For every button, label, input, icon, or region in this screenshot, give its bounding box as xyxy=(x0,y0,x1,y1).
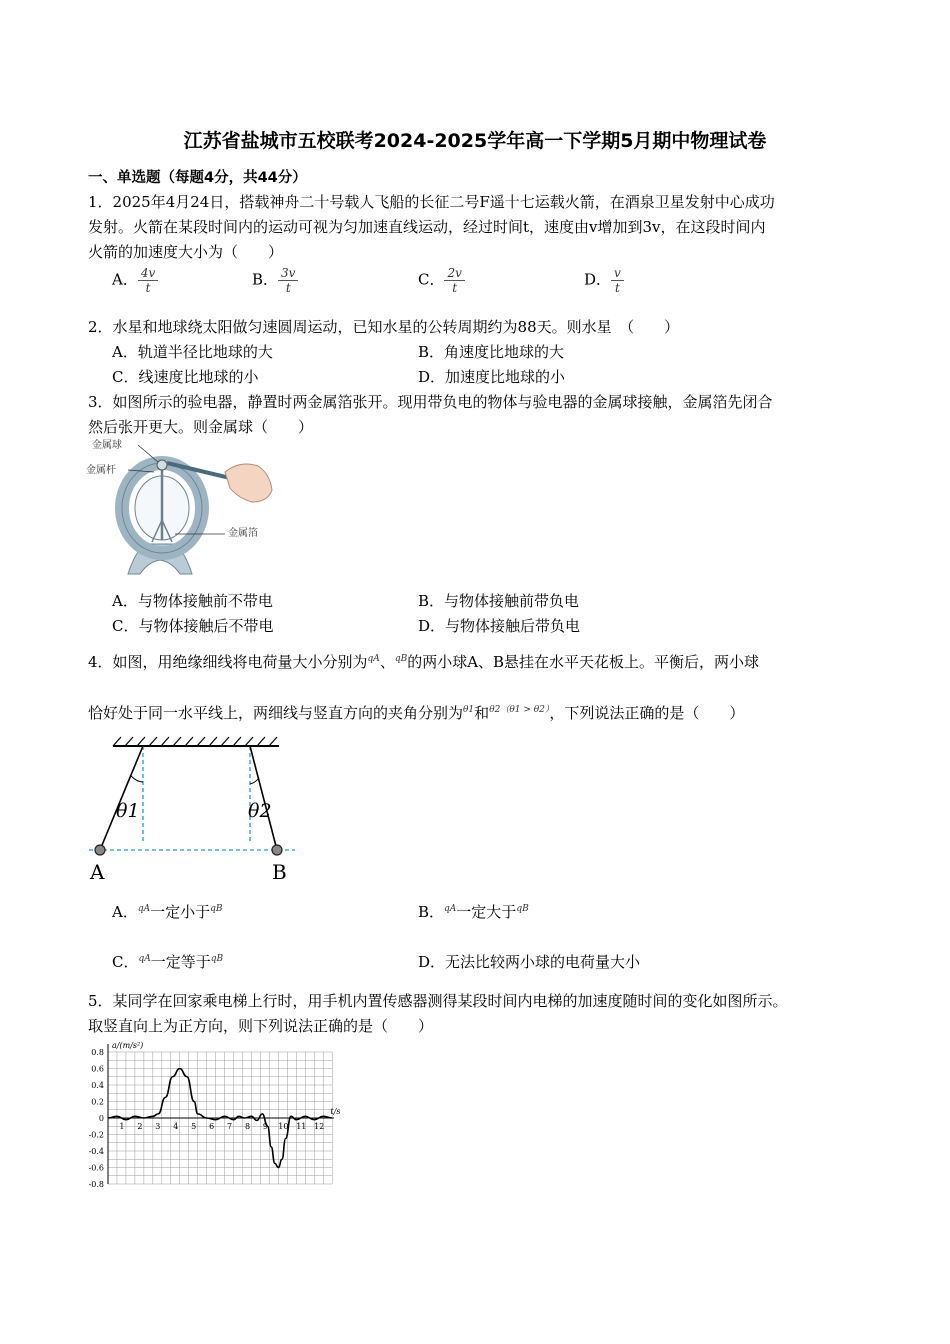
q2-option-c[interactable]: C．线速度比地球的小 xyxy=(112,368,259,386)
x-tick-label: 10 xyxy=(278,1122,289,1131)
q4-option-d[interactable]: D．无法比较两小球的电荷量大小 xyxy=(418,953,641,971)
symbol-theta2: θ2 xyxy=(489,705,501,715)
y-tick-label: 0.6 xyxy=(91,1064,104,1074)
fraction: $\frac{2v}{t}$ xyxy=(444,266,464,295)
x-tick-label: 6 xyxy=(209,1122,215,1131)
x-tick-label: 7 xyxy=(227,1122,233,1131)
y-tick-label: -0.6 xyxy=(88,1163,104,1173)
ball-a xyxy=(95,845,105,855)
label-theta2: θ2 xyxy=(248,800,272,822)
symbol-qa: qA xyxy=(367,654,380,664)
x-tick-label: 2 xyxy=(137,1122,143,1131)
q4-option-b[interactable]: B．$^{qA}$一定大于$^{qB}$ xyxy=(418,903,529,921)
q5-line1: 5．某同学在回家乘电梯上行时，用手机内置传感器测得某段时间内电梯的加速度随时间的变化如图所示。 xyxy=(88,992,788,1010)
x-tick-label: 9 xyxy=(262,1122,268,1131)
x-tick-label: 4 xyxy=(173,1122,179,1131)
y-tick-label: 0 xyxy=(98,1114,104,1123)
q2-option-a[interactable]: A．轨道半径比地球的大 xyxy=(112,343,273,361)
label-metal-ball: 金属球 xyxy=(92,440,122,451)
q2-option-b[interactable]: B．角速度比地球的大 xyxy=(418,343,565,361)
y-tick-label: -0.4 xyxy=(88,1147,104,1156)
q3-option-d[interactable]: D．与物体接触后带负电 xyxy=(418,617,581,635)
label-ball-a: A xyxy=(90,860,105,884)
q3-line1: 3．如图所示的验电器，静置时两金属箔张开。现用带负电的物体与验电器的金属球接触，金属箔先闭合 xyxy=(88,393,773,411)
x-tick-label: 8 xyxy=(244,1122,251,1131)
q3-option-a[interactable]: A．与物体接触前不带电 xyxy=(112,592,273,610)
x-tick-label: 12 xyxy=(314,1122,325,1131)
q1-line3: 火箭的加速度大小为（ ） xyxy=(88,243,284,261)
q1-option-d[interactable]: D． $\frac{v}{t}$ xyxy=(584,266,624,295)
q1-line1: 1．2025年4月24日，搭载神舟二十号载人飞船的长征二号F遥十七运载火箭，在酒泉卫星发射中心成功 xyxy=(88,193,775,211)
symbol-theta1: θ1 xyxy=(463,705,475,715)
x-tick-label: 5 xyxy=(191,1122,197,1131)
q3-option-b[interactable]: B．与物体接触前带负电 xyxy=(418,592,580,610)
q4-option-a[interactable]: A．$^{qA}$一定小于$^{qB}$ xyxy=(112,903,223,921)
q3-line2: 然后张开更大。则金属球（ ） xyxy=(88,418,314,436)
hand-icon xyxy=(225,464,272,502)
q4-line2: 恰好处于同一水平线上，两细线与竖直方向的夹角分别为$^{\theta 1}$和$^{\theta 2(\theta 1 > \theta 2)}$，下列说法正确的是（ ） xyxy=(88,704,745,722)
label-metal-rod: 金属杆 xyxy=(86,465,116,476)
q5-line2: 取竖直向上为正方向，则下列说法正确的是（ ） xyxy=(88,1017,434,1035)
page-title: 江苏省盐城市五校联考2024-2025学年高一下学期5月期中物理试卷 xyxy=(183,130,767,152)
y-axis-label: a/(m/s²) xyxy=(112,1041,144,1050)
q4-option-c[interactable]: C．$^{qA}$一定等于$^{qB}$ xyxy=(112,953,224,971)
x-tick-label: 11 xyxy=(296,1122,307,1131)
q1-line2: 发射。火箭在某段时间内的运动可视为匀加速直线运动，经过时间t，速度由v增加到3v，在这段时间内 xyxy=(88,218,766,236)
y-tick-label: -0.8 xyxy=(88,1180,104,1189)
fraction: $\frac{3v}{t}$ xyxy=(278,266,298,295)
label-ball-b: B xyxy=(272,860,287,884)
q3-option-c[interactable]: C．与物体接触后不带电 xyxy=(112,617,274,635)
q1-option-a[interactable]: A． $\frac{4v}{t}$ xyxy=(112,266,158,295)
section-heading: 一、单选题（每题4分，共44分） xyxy=(88,170,307,186)
fraction: $\frac{v}{t}$ xyxy=(611,266,624,295)
x-tick-label: 3 xyxy=(155,1122,161,1131)
y-tick-label: 0.8 xyxy=(91,1048,104,1057)
y-tick-label: -0.2 xyxy=(88,1130,104,1140)
q1-option-b[interactable]: B． $\frac{3v}{t}$ xyxy=(252,266,298,295)
symbol-qb: qB xyxy=(394,654,408,664)
q1-option-c[interactable]: C． $\frac{2v}{t}$ xyxy=(418,266,465,295)
x-axis-label: t/s xyxy=(330,1107,341,1116)
acceleration-chart xyxy=(84,1036,344,1192)
thread-a xyxy=(100,746,143,850)
label-theta1: θ1 xyxy=(116,800,140,822)
q4-line1: 4．如图，用绝缘细线将电荷量大小分别为$^{qA}$、$^{qB}$的两小球A、B悬挂在水平天花板上。平衡后，两小球 xyxy=(88,653,760,671)
condition: （θ1 > θ2） xyxy=(500,705,550,715)
thread-b xyxy=(250,746,277,850)
q2-option-d[interactable]: D．加速度比地球的小 xyxy=(418,368,566,386)
metal-ball xyxy=(157,460,167,470)
y-tick-label: 0.4 xyxy=(91,1081,104,1090)
electroscope-figure xyxy=(80,432,290,590)
y-tick-label: 0.2 xyxy=(91,1097,104,1107)
label-metal-foil: 金属箔 xyxy=(228,528,258,539)
ball-b xyxy=(272,845,282,855)
q2-stem: 2．水星和地球绕太阳做匀速圆周运动，已知水星的公转周期约为88天。则水星 （ ） xyxy=(88,318,680,336)
ceiling-hatch xyxy=(113,737,277,746)
x-tick-label: 1 xyxy=(119,1122,125,1131)
fraction: $\frac{4v}{t}$ xyxy=(138,266,158,295)
